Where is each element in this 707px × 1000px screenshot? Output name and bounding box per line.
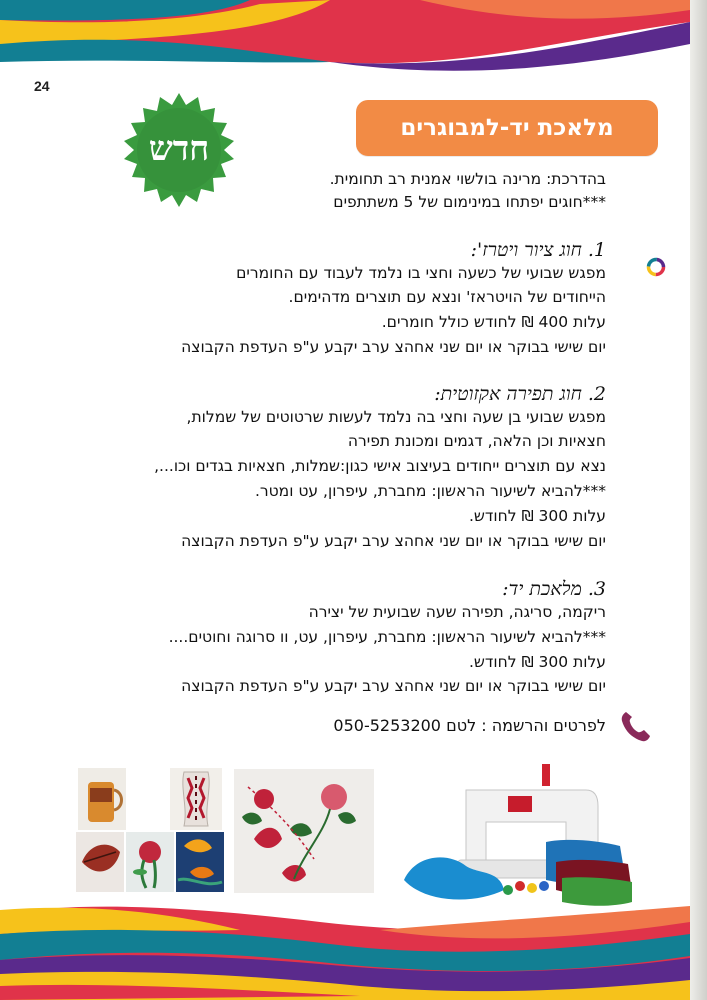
rose-glass-photo — [126, 832, 174, 892]
course-3-price: עלות 300 ₪ לחודש. — [469, 653, 606, 671]
course-1-price: עלות 400 ₪ לחודש כולל חומרים. — [381, 313, 606, 331]
embroidery-photo — [234, 769, 374, 893]
page-title: מלאכת יד-למבוגרים — [400, 115, 614, 141]
sewing-machine-photo — [396, 762, 636, 910]
glass-vase-photo — [170, 768, 222, 830]
instructor-line: בהדרכת: מרינה בולשוי אמנית רב תחומית. — [329, 170, 606, 188]
course-2-heading: 2. חוג תפירה אקזוטית: — [434, 383, 606, 405]
phone-icon — [618, 708, 654, 744]
minimum-participants-line: ***חוגים יפתחו במינימום של 5 משתתפים — [333, 193, 606, 211]
title-box — [356, 100, 658, 156]
course-3-heading: 3. מלאכת יד: — [502, 578, 606, 600]
course-2-schedule: יום שישי בבוקר או יום שני אחהצ ערב יקבע ע"פ העדפת הקבוצה — [181, 532, 606, 550]
course-2-line: נצא עם תוצרים ייחודים בעיצוב אישי כגון:שמלות, חצאיות בגדים וכו..., — [154, 457, 606, 475]
new-badge-label: חדש — [148, 129, 210, 169]
course-2-line: מפגש שבועי בן שעה וחצי בה נלמד לעשות שרטוטים של שמלות, — [186, 408, 606, 426]
course-3-schedule: יום שישי בבוקר או יום שני אחהצ ערב יקבע ע"פ העדפת הקבוצה — [181, 677, 606, 695]
contact-phone: לפרטים והרשמה : לטם 050-5253200 — [333, 716, 606, 735]
course-3-line: ריקמה, סריגה, תפירה שעה שבועית של יצירה — [308, 603, 606, 621]
course-1-line: הייחודים של הויטראז' ונצא עם תוצרים מדהימים. — [288, 288, 606, 306]
leaf-plate-photo — [76, 832, 124, 892]
goldfish-painting-photo — [176, 832, 224, 892]
course-1-schedule: יום שישי בבוקר או יום שני אחהצ ערב יקבע ע"פ העדפת הקבוצה — [181, 338, 606, 356]
course-1-heading: 1. חוג ציור ויטרז': — [470, 239, 606, 261]
course-2-line: חצאיות וכן הלאה, דגמים ומכונת תפירה — [347, 432, 606, 450]
course-2-line: ***להביא לשיעור הראשון: מחברת, עיפרון, עט ומטר. — [254, 482, 606, 500]
page-number: 24 — [34, 78, 50, 94]
bottom-wave-banner — [0, 900, 690, 1000]
course-2-price: עלות 300 ₪ לחודש. — [469, 507, 606, 525]
course-1-line: מפגש שבועי של כשעה וחצי בו נלמד לעבוד עם החומרים — [236, 264, 606, 282]
scan-edge — [690, 0, 707, 1000]
bullet-ring-icon — [645, 256, 667, 278]
glass-mug-photo — [78, 768, 126, 830]
course-3-line: ***להביא לשיעור הראשון: מחברת, עיפרון, עט, וו סרוגה וחוטים.... — [168, 628, 606, 646]
top-wave-banner — [0, 0, 690, 90]
